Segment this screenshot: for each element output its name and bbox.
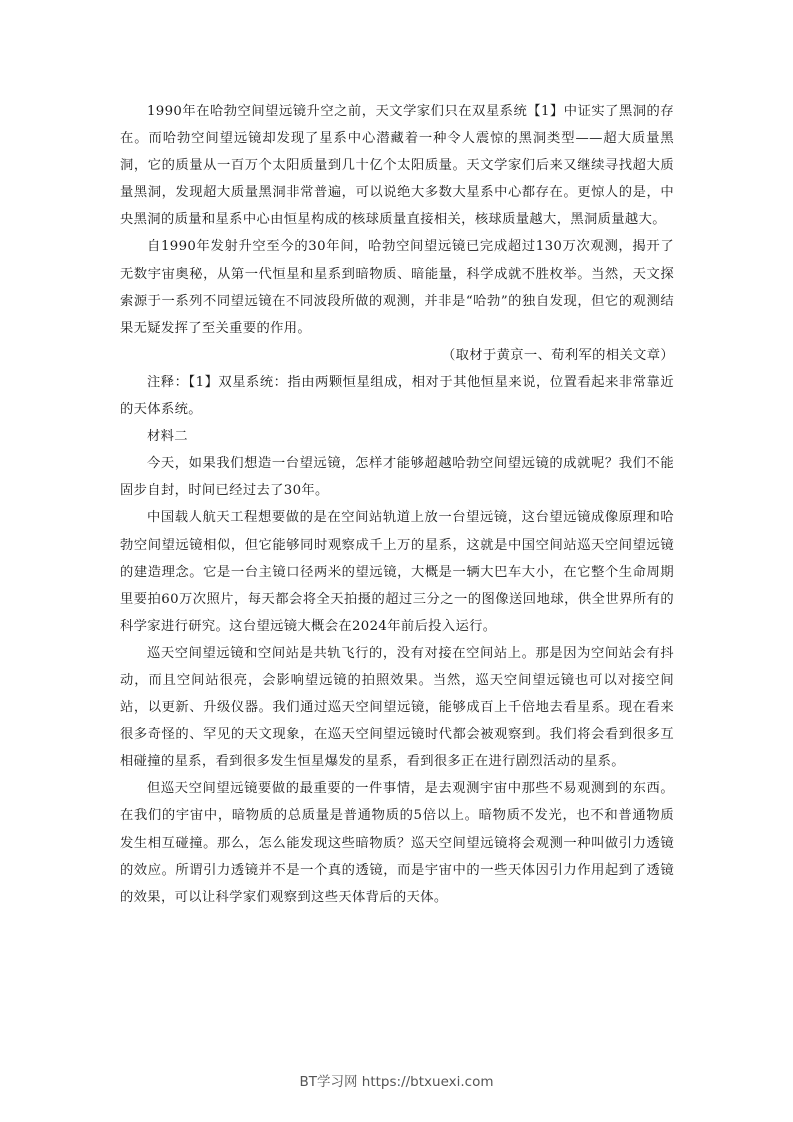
paragraph-co-orbit-flight: 巡天空间望远镜和空间站是共轨飞行的，没有对接在空间站上。那是因为空间站会有抖动，而且空间站很亮，会影响望远镜的拍照效果。当然，巡天空间望远镜也可以对接空间站，以更新、升级仪器。我们通过巡天空间望远镜，能够成百上千倍地去看星系。现在看来很多奇怪的、罕见的天文现象，在巡天空间望远镜时代都会被观察到。我们将会看到很多互相碰撞的星系，看到很多发生恒星爆发的星系，看到很多正在进行剧烈活动的星系。 [120,645,674,770]
section-heading-material-two: 材料二 [147,429,188,445]
footer-watermark: BT学习网 https://btxuexi.com [299,1074,494,1090]
paragraph-dark-matter-lensing: 但巡天空间望远镜要做的最重要的一件事情，是去观测宇宙中那些不易观测到的东西。在我们的宇宙中，暗物质的总质量是普通物质的5倍以上。暗物质不发光，也不和普通物质发生相互碰撞。那么，怎么能发现这些暗物质？巡天空间望远镜将会观测一种叫做引力透镜的效应。所谓引力透镜并不是一个真的透镜，而是宇宙中的一些天体因引力作用起到了透镜的效果，可以让科学家们观察到这些天体背后的天体。 [120,781,674,905]
paragraph-hubble-black-holes: 1990年在哈勃空间望远镜升空之前，天文学家们只在双星系统【1】中证实了黑洞的存在。而哈勃空间望远镜却发现了星系中心潜藏着一种令人震惊的黑洞类型——超大质量黑洞，它的质量从一百万个太阳质量到几十亿个太阳质量。天文学家们后来又继续寻找超大质量黑洞，发现超大质量黑洞非常普遍，可以说绝大多数大星系中心都存在。更惊人的是，中央黑洞的质量和星系中心由恒星构成的核球质量直接相关，核球质量越大，黑洞质量越大。 [120,104,674,228]
footnote-binary-star: 注释：【1】双星系统：指由两颗恒星组成，相对于其他恒星来说，位置看起来非常靠近的天体系统。 [120,374,674,418]
paragraph-surpass-hubble: 今天，如果我们想造一台望远镜，怎样才能够超越哈勃空间望远镜的成就呢？我们不能固步自封，时间已经过去了30年。 [120,456,674,499]
source-citation: （取材于黄京一、荀利军的相关文章） [442,347,674,363]
paragraph-css-telescope-concept: 中国载人航天工程想要做的是在空间站轨道上放一台望远镜，这台望远镜成像原理和哈勃空间望远镜相似，但它能够同时观察成千上万的星系，这就是中国空间站巡天空间望远镜的建造理念。它是一台主镜口径两米的望远镜，大概是一辆大巴车大小，在它整个生命周期里要拍60万次照片，每天都会将全天拍摄的超过三分之一的图像送回地球，供全世界所有的科学家进行研究。这台望远镜大概会在2024年前后投入运行。 [120,510,674,634]
document-body [120,98,674,911]
paragraph-hubble-observations: 自1990年发射升空至今的30年间，哈勃空间望远镜已完成超过130万次观测，揭开了无数宇宙奥秘，从第一代恒星和星系到暗物质、暗能量，科学成就不胜枚举。当然，天文探索源于一系列不同望远镜在不同波段所做的观测，并非是“哈勃”的独自发现，但它的观测结果无疑发挥了至关重要的作用。 [120,239,674,336]
